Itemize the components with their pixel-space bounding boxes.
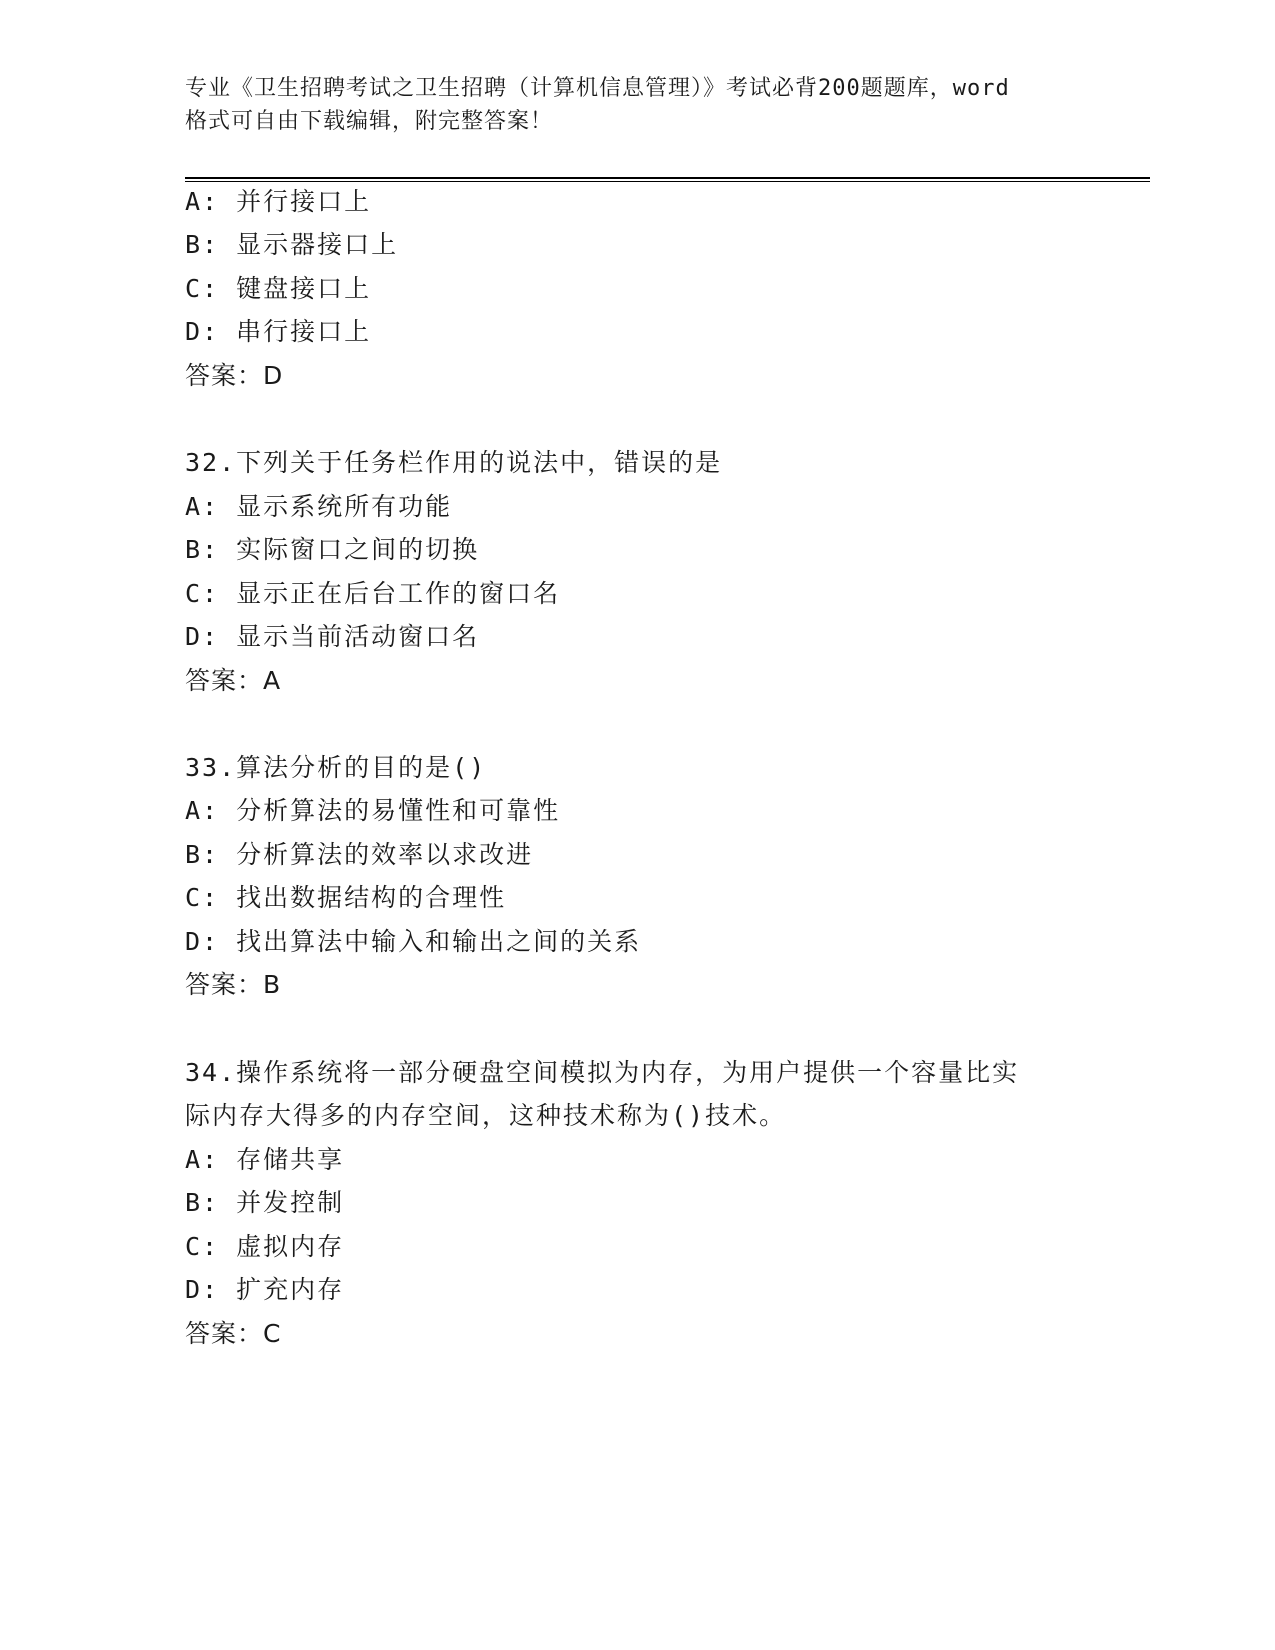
q34-question-line-1: 34.操作系统将一部分硬盘空间模拟为内存，为用户提供一个容量比实: [185, 1058, 1020, 1087]
q34-question-line-2: 际内存大得多的内存空间，这种技术称为()技术。: [185, 1101, 787, 1130]
q33-question: 33.算法分析的目的是(): [185, 753, 487, 782]
q32-option-a: A: 显示系统所有功能: [185, 492, 453, 521]
q31-option-c: C: 键盘接口上: [185, 274, 372, 303]
q31-option-b: B: 显示器接口上: [185, 230, 399, 259]
q31-option-a: A: 并行接口上: [185, 187, 372, 216]
q32-answer: 答案：A: [185, 666, 282, 695]
q34-option-a: A: 存储共享: [185, 1145, 345, 1174]
q34-option-b: B: 并发控制: [185, 1188, 345, 1217]
header-title-line-2: 格式可自由下载编辑，附完整答案！: [185, 109, 554, 134]
q31-answer: 答案：D: [185, 361, 284, 390]
q33-option-a: A: 分析算法的易懂性和可靠性: [185, 796, 561, 825]
q34-option-c: C: 虚拟内存: [185, 1232, 345, 1261]
q31-option-d: D: 串行接口上: [185, 317, 372, 346]
q33-option-d: D: 找出算法中输入和输出之间的关系: [185, 927, 642, 956]
q32-option-d: D: 显示当前活动窗口名: [185, 622, 480, 651]
q32-option-b: B: 实际窗口之间的切换: [185, 535, 480, 564]
q34-answer: 答案：C: [185, 1319, 282, 1348]
header-divider: [185, 177, 1150, 182]
document-header: [185, 72, 1085, 138]
q33-answer: 答案：B: [185, 970, 282, 999]
header-title-line-1: 专业《卫生招聘考试之卫生招聘（计算机信息管理）》考试必背200题题库，word: [185, 76, 1010, 101]
q34-option-d: D: 扩充内存: [185, 1275, 345, 1304]
q33-option-b: B: 分析算法的效率以求改进: [185, 840, 534, 869]
q32-question: 32.下列关于任务栏作用的说法中，错误的是: [185, 448, 723, 477]
q32-option-c: C: 显示正在后台工作的窗口名: [185, 579, 561, 608]
q33-option-c: C: 找出数据结构的合理性: [185, 883, 507, 912]
